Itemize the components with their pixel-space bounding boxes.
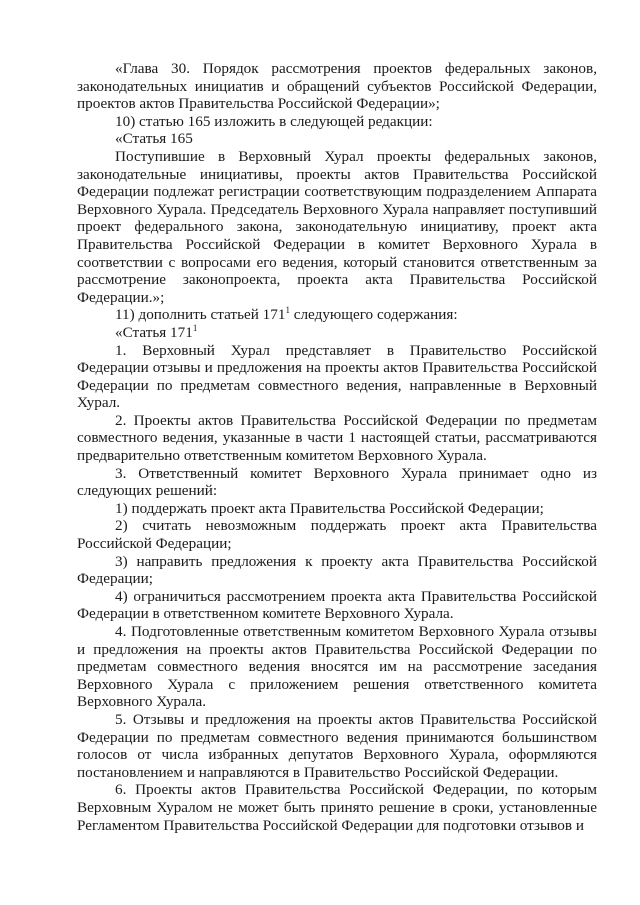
paragraph-article-171-1-heading [77,324,597,342]
paragraph-chapter-title: «Глава 30. Порядок рассмотрения проектов федеральных законов, законодательных инициатив и обращений субъектов Российской Федерации, проектов актов Правительства Российской Федерации»; [77,60,597,113]
paragraph-option-4: 4) ограничиться рассмотрением проекта акта Правительства Российской Федерации в ответственном комитете Верховного Хурала. [77,587,597,623]
paragraph-part-3: 3. Ответственный комитет Верховного Хурала принимает одно из следующих решений: [77,464,597,500]
superscript: 1 [192,322,198,333]
paragraph-item-11 [77,306,597,324]
paragraph-part-4: 4. Подготовленные ответственным комитетом Верховного Хурала отзывы и предложения на проекты актов Правительства Российской Федерации по предметам совместного ведения вносятся им на рассмотрение заседания Верховного Хурала с приложением решения ответственного комитета Верховного Хурала. [77,623,597,711]
paragraph-article-165-heading: «Статья 165 [115,130,193,148]
paragraph-part-2: 2. Проекты актов Правительства Российской Федерации по предметам совместного ведения, указанные в части 1 настоящей статьи, рассматриваются предварительно ответственным комитетом Верховного Хурала. [77,411,597,465]
paragraph-part-6: 6. Проекты актов Правительства Российской Федерации, по которым Верховным Хуралом не может быть принято решение в сроки, установленные Регламентом Правительства Российской Федерации для подготовки отзывов и [77,781,597,834]
paragraph-option-1: 1) поддержать проект акта Правительства Российской Федерации; [115,499,544,517]
superscript: 1 [285,305,290,316]
paragraph-item-11-text: 11) дополнить статьей 171 [115,306,286,324]
paragraph-part-5: 5. Отзывы и предложения на проекты актов Правительства Российской Федерации по предметам совместного ведения принимаются большинством голосов от числа избранных депутатов Верховного Хурала, оформляются постановлением и направляются в Правительство Российской Федерации. [77,710,597,781]
paragraph-article-165-body: Поступившие в Верховный Хурал проекты федеральных законов, законодательные инициативы, проекты актов Правительства Российской Федерации подлежат регистрации соответствующим подразделением Аппарата Верховного Хурала. Председатель Верховного Хурала направляет поступивший проект федерального закона, законодательную инициативу, проект акта Правительства Российской Федерации в комитет Верховного Хурала в соответствии с вопросами его ведения, который становится ответственным за рассмотрение законопроекта, проекта акта Правительства Российской Федерации.»; [77,147,597,306]
article-171-heading-text: «Статья 171 [115,323,193,341]
paragraph-part-1: 1. Верховный Хурал представляет в Правительство Российской Федерации отзывы и предложения на проекты актов Правительства Российской Федерации по предметам совместного ведения, направленные в Верховный Хурал. [77,341,597,412]
paragraph-option-2: 2) считать невозможным поддержать проект акта Правительства Российской Федерации; [77,517,597,553]
paragraph-option-3: 3) направить предложения к проекту акта Правительства Российской Федерации; [77,552,597,588]
paragraph-item-10: 10) статью 165 изложить в следующей редакции: [115,112,433,130]
document-page [77,60,597,834]
paragraph-item-11-after: следующего содержания: [289,306,458,324]
